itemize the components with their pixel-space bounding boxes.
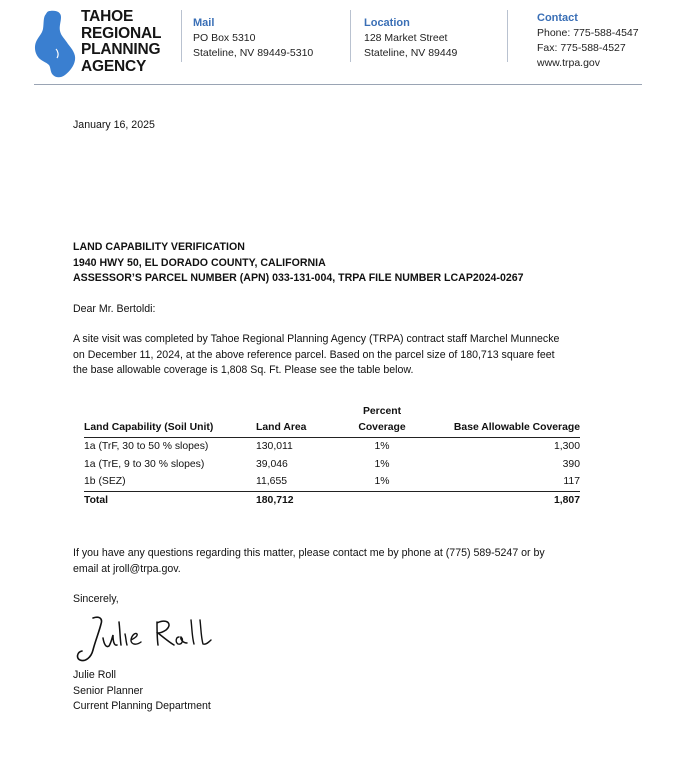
base-coverage-cell: 117 [563,476,580,487]
agency-name-line: PLANNING [81,41,161,58]
divider [507,10,508,62]
agency-name-line: REGIONAL [81,24,162,42]
divider [350,10,351,62]
coverage-table [84,404,580,509]
contact-phone: Phone: 775-588-4547 [537,27,639,39]
base-coverage-header: Base Allowable Coverage [420,420,580,438]
total-label-cell: Total [84,491,256,509]
percent-header-top: Percent [362,406,402,417]
percent-header-bottom: Coverage [344,420,420,438]
table-header-row [84,404,580,420]
table-total-row [84,491,580,509]
signer-department: Current Planning Department [73,700,211,712]
land-capability-header: Land Capability (Soil Unit) [84,420,256,438]
subject-line: 1940 HWY 50, EL DORADO COUNTY, CALIFORNIA [73,256,326,269]
mail-line: PO Box 5310 [193,32,256,44]
contact-heading: Contact [537,12,578,24]
total-base-coverage-cell: 1,807 [420,491,580,509]
table-row [84,473,580,491]
agency-name [81,9,161,75]
contact-fax: Fax: 775-588-4527 [537,42,626,54]
closing-line: email at jroll@trpa.gov. [73,562,181,575]
body-line: the base allowable coverage is 1,808 Sq. Ft. Please see the table below. [73,364,414,376]
agency-name-line: AGENCY [81,57,147,75]
header-rule [34,84,642,85]
signer-title: Senior Planner [73,684,144,697]
location-heading: Location [364,17,410,29]
location-line: 128 Market Street [364,32,448,44]
soil-unit-cell: 1b (SEZ) [84,476,126,487]
subject-line: ASSESSOR’S PARCEL NUMBER (APN) 033-131-004, TRPA FILE NUMBER LCAP2024-0267 [73,272,524,284]
contact-block [537,11,639,71]
mail-heading: Mail [193,17,215,29]
land-area-header: Land Area [256,420,344,438]
land-area-cell: 11,655 [256,476,288,487]
mail-line: Stateline, NV 89449-5310 [193,47,314,59]
handwritten-signature [73,610,233,666]
body-line: A site visit was completed by Tahoe Regional Planning Agency (TRPA) contract staff Marchel Munnecke [73,333,560,345]
land-area-cell: 130,011 [256,441,293,452]
table-row [84,438,580,456]
land-area-cell: 39,046 [256,458,288,470]
divider [181,10,182,62]
letterhead [0,0,676,86]
table-row [84,456,580,474]
base-coverage-cell: 1,300 [553,441,580,452]
lake-tahoe-logo-icon [34,9,78,79]
table-header-row [84,420,580,438]
percent-cell: 1% [374,476,390,487]
closing-line: If you have any questions regarding this matter, please contact me by phone at (775) 589-5247 or by [73,547,545,559]
agency-name-line: TAHOE [81,8,134,25]
total-percent-cell [344,491,420,509]
total-area-cell: 180,712 [256,491,344,509]
body-line: on December 11, 2024, at the above reference parcel. Based on the parcel size of 180,713 square feet [73,348,555,361]
location-address-block [364,16,457,61]
soil-unit-cell: 1a (TrE, 9 to 30 % slopes) [84,458,205,470]
base-coverage-cell: 390 [562,458,580,470]
letter-date: January 16, 2025 [73,119,155,131]
location-line: Stateline, NV 89449 [364,47,458,59]
salutation: Dear Mr. Bertoldi: [73,303,156,315]
signoff: Sincerely, [73,593,119,605]
percent-cell: 1% [374,458,390,470]
percent-cell: 1% [374,441,390,452]
mail-address-block [193,16,313,61]
soil-unit-cell: 1a (TrF, 30 to 50 % slopes) [84,441,209,452]
signer-name: Julie Roll [73,669,116,681]
contact-website-link[interactable]: www.trpa.gov [537,57,601,69]
subject-line: LAND CAPABILITY VERIFICATION [73,241,245,253]
